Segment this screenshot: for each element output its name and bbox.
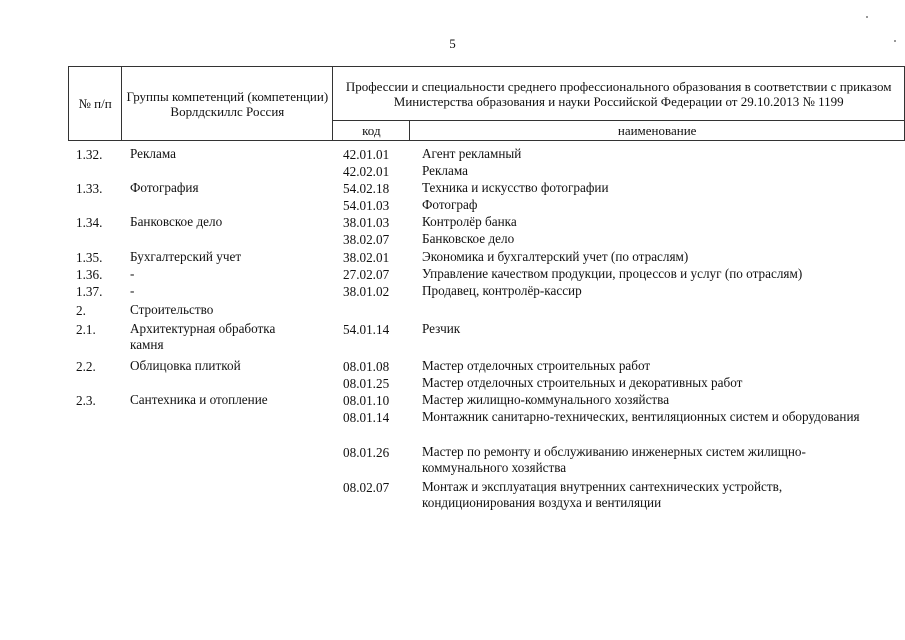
row-code: 08.01.10 xyxy=(343,393,390,408)
row-name: Мастер отделочных строительных работ xyxy=(422,358,651,373)
row-code: 08.01.26 xyxy=(343,445,390,460)
table-row xyxy=(0,146,905,180)
row-name: Агент рекламный xyxy=(422,146,522,161)
row-name: Банковское дело xyxy=(422,231,515,246)
table-row xyxy=(0,392,905,514)
table-row xyxy=(0,321,905,358)
row-number: 1.36. xyxy=(76,267,103,282)
row-group: Архитектурная обработка камня xyxy=(130,321,276,352)
row-name: Монтажник санитарно-технических, вентиляционных систем и оборудования xyxy=(422,409,860,424)
row-name: Контролёр банка xyxy=(422,214,517,229)
row-group: Строительство xyxy=(130,302,214,317)
row-name: Мастер по ремонту и обслуживанию инженерных систем жилищно-коммунального хозяйства xyxy=(422,444,806,475)
table-body xyxy=(0,146,905,514)
row-number: 1.35. xyxy=(76,250,103,265)
header-professions: Профессии и специальности среднего профессионального образования в соответствии с приказом Министерства образования и науки Российской Федерации от 29.10.2013 № 1199 xyxy=(333,67,905,121)
row-group: Облицовка плиткой xyxy=(130,358,241,373)
row-number: 2.1. xyxy=(76,322,96,337)
scan-speck xyxy=(866,16,868,18)
row-number: 1.37. xyxy=(76,284,103,299)
row-code: 38.01.02 xyxy=(343,284,390,299)
header-groups: Группы компетенций (компетенции) Ворлдскиллс Россия xyxy=(122,67,333,141)
table-row xyxy=(0,283,905,302)
row-code: 08.01.08 xyxy=(343,359,390,374)
row-code: 08.02.07 xyxy=(343,480,390,495)
row-code: 54.02.18 xyxy=(343,181,390,196)
row-code: 54.01.03 xyxy=(343,198,390,213)
header-code: код xyxy=(333,121,410,141)
row-number: 1.32. xyxy=(76,147,103,162)
row-number: 2. xyxy=(76,303,86,318)
row-code: 27.02.07 xyxy=(343,267,390,282)
row-name: Фотограф xyxy=(422,197,478,212)
row-name: Реклама xyxy=(422,163,468,178)
row-name: Продавец, контролёр-кассир xyxy=(422,283,582,298)
row-code: 42.01.01 xyxy=(343,147,390,162)
row-group: Банковское дело xyxy=(130,214,223,229)
row-code: 54.01.14 xyxy=(343,322,390,337)
table-row xyxy=(0,302,905,321)
row-code: 38.02.01 xyxy=(343,250,390,265)
row-name: Техника и искусство фотографии xyxy=(422,180,609,195)
table-row xyxy=(0,214,905,249)
row-group: Сантехника и отопление xyxy=(130,392,268,407)
row-name: Резчик xyxy=(422,321,461,336)
row-name: Мастер отделочных строительных и декоративных работ xyxy=(422,375,743,390)
row-name: Мастер жилищно-коммунального хозяйства xyxy=(422,392,670,407)
row-code: 08.01.25 xyxy=(343,376,390,391)
row-code: 08.01.14 xyxy=(343,410,390,425)
page-number: 5 xyxy=(449,36,456,51)
row-group: Бухгалтерский учет xyxy=(130,249,242,264)
row-name: Экономика и бухгалтерский учет (по отраслям) xyxy=(422,249,689,264)
table-row xyxy=(0,266,905,283)
row-code: 42.02.01 xyxy=(343,164,390,179)
row-code: 38.01.03 xyxy=(343,215,390,230)
scan-speck xyxy=(894,40,896,42)
table-row xyxy=(0,180,905,214)
table-header xyxy=(68,66,905,141)
row-name: Управление качеством продукции, процессов и услуг (по отраслям) xyxy=(422,266,803,281)
row-code: 38.02.07 xyxy=(343,232,390,247)
table-row xyxy=(0,249,905,266)
row-group: Реклама xyxy=(130,146,176,161)
row-name: Монтаж и эксплуатация внутренних сантехнических устройств, кондиционирования воздуха и вентиляции xyxy=(422,479,783,510)
row-group: Фотография xyxy=(130,180,199,195)
table-row xyxy=(0,358,905,392)
header-name: наименование xyxy=(410,121,905,141)
row-number: 1.34. xyxy=(76,215,103,230)
row-number: 2.2. xyxy=(76,359,96,374)
row-group: - xyxy=(130,283,135,298)
row-number: 2.3. xyxy=(76,393,96,408)
row-number: 1.33. xyxy=(76,181,103,196)
header-num: № п/п xyxy=(69,67,122,141)
row-group: - xyxy=(130,266,135,281)
